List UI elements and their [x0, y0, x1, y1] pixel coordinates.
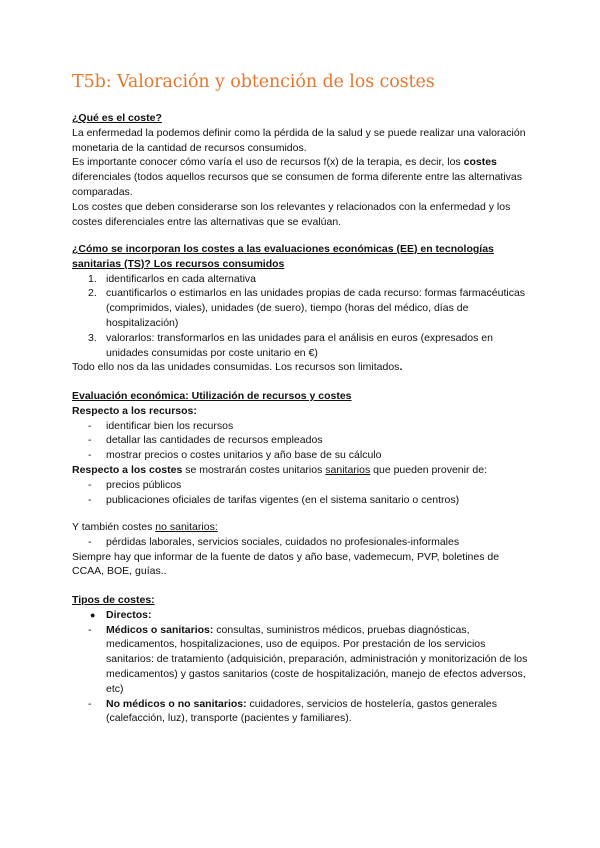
dash-marker: - — [88, 535, 92, 548]
section-heading: Tipos de costes: — [72, 594, 155, 606]
section-heading: ¿Qué es el coste? — [72, 112, 162, 124]
list-item — [72, 493, 532, 508]
text: Y también costes — [72, 521, 156, 533]
dash-list — [72, 623, 532, 727]
text: diferenciales (todos aquellos recursos que se consumen de forma diferente entre las alternativas comparadas. — [72, 171, 522, 198]
dash-marker: - — [88, 623, 92, 636]
list-text: Directos: — [106, 608, 152, 621]
list-item — [72, 286, 532, 330]
dash-marker: - — [88, 478, 92, 491]
list-text: detallar las cantidades de recursos empleados — [106, 434, 323, 447]
dash-list — [72, 478, 532, 508]
underlined-text: no sanitarios: — [155, 521, 218, 533]
list-item — [72, 448, 532, 463]
list-number: 3. — [88, 331, 97, 344]
paragraph: Los costes que deben considerarse son los relevantes y relacionados con la enfermedad y los costes diferenciales entre las alternativas que se evalúan. — [72, 200, 511, 228]
section-cost-types — [72, 593, 532, 726]
text: se mostrarán costes unitarios — [182, 463, 326, 476]
list-text: cuantificarlos o estimarlos en las unidades propias de cada recurso: formas farmacéuticas (comprimidos, viales), unidades (de suero), tiempo (horas del médico, días de hospitalización) — [106, 287, 526, 329]
underlined-text: sanitarios — [325, 463, 371, 476]
dash-list — [72, 419, 532, 463]
list-text: precios públicos — [106, 478, 182, 491]
section-heading: ¿Cómo se incorporan los costes a las evaluaciones económicas (EE) en tecnologías sanitarias (TS)? Los recursos consumidos — [72, 243, 494, 270]
bold-text: Respecto a los costes — [72, 463, 183, 476]
paragraph: La enfermedad la podemos definir como la pérdida de la salud y se puede realizar una valoración monetaria de la cantidad de recursos consumidos. — [72, 126, 526, 154]
list-item — [72, 478, 532, 493]
list-text: identificar bien los recursos — [106, 419, 234, 432]
section-non-sanitary-costs — [72, 520, 532, 579]
section-what-is-cost — [72, 111, 532, 229]
dash-marker: - — [88, 434, 92, 447]
list-text: cuidadores, servicios de hostelería, gastos generales (calefacción, luz), transporte (pacientes y familiares). — [106, 697, 497, 725]
list-text: mostrar precios o costes unitarios y año base de su cálculo — [106, 449, 382, 462]
paragraph — [72, 463, 532, 478]
bold-text: Médicos o sanitarios: — [106, 623, 214, 636]
bullet-list — [72, 608, 532, 623]
list-item — [72, 331, 532, 361]
list-number: 2. — [88, 287, 97, 300]
list-text: consultas, suministros médicos, pruebas diagnósticas, medicamentos, hospitalizaciones, uso de equipos. Por prestación de los servicios sanitarios: de tratamiento (adquisición, preparación, administración y monitorización de los medicamentos) y gastos sanitarios (coste de hospitalización, manejo de efectos adversos, etc) — [106, 623, 528, 695]
text: Todo ello nos da las unidades consumidas. Los recursos son limitados — [72, 361, 400, 374]
dash-marker: - — [88, 493, 92, 506]
list-item — [72, 535, 532, 550]
numbered-list — [72, 272, 532, 361]
dash-list — [72, 535, 532, 550]
list-number: 1. — [88, 272, 97, 285]
bold-text: . — [399, 361, 403, 374]
list-item — [72, 419, 532, 434]
section-heading: Evaluación económica: Utilización de recursos y costes — [72, 390, 352, 402]
dash-marker: - — [88, 449, 92, 462]
paragraph: Siempre hay que informar de la fuente de datos y año base, vademecum, PVP, boletines de CCAA, BOE, guías.. — [72, 550, 500, 578]
bold-text: costes — [463, 156, 497, 169]
bold-text: No médicos o no sanitarios: — [106, 697, 247, 710]
section-incorporate-costs — [72, 242, 532, 375]
list-item — [72, 608, 532, 623]
dash-marker: - — [88, 697, 92, 710]
text: que pueden provenir de: — [370, 463, 487, 476]
bullet-marker: ● — [90, 609, 96, 620]
text: Es importante conocer cómo varía el uso de recursos f(x) de la terapia, es decir, los — [72, 156, 464, 169]
page-title: T5b: Valoración y obtención de los costes — [72, 72, 435, 92]
list-item — [72, 697, 532, 727]
list-text: valorarlos: transformarlos en las unidades para el análisis en euros (expresados en unidades consumidas por coste unitario en €) — [106, 331, 493, 359]
paragraph — [72, 360, 532, 375]
list-text: pérdidas laborales, servicios sociales, cuidados no profesionales-informales — [106, 535, 460, 548]
list-text: identificarlos en cada alternativa — [106, 272, 257, 285]
paragraph — [72, 520, 532, 535]
paragraph — [72, 155, 532, 199]
section-economic-evaluation — [72, 389, 532, 507]
list-item — [72, 272, 532, 287]
list-item — [72, 433, 532, 448]
list-item — [72, 623, 532, 697]
list-text: publicaciones oficiales de tarifas vigentes (en el sistema sanitario o centros) — [106, 493, 460, 506]
subheading: Respecto a los recursos: — [72, 404, 197, 417]
dash-marker: - — [88, 419, 92, 432]
